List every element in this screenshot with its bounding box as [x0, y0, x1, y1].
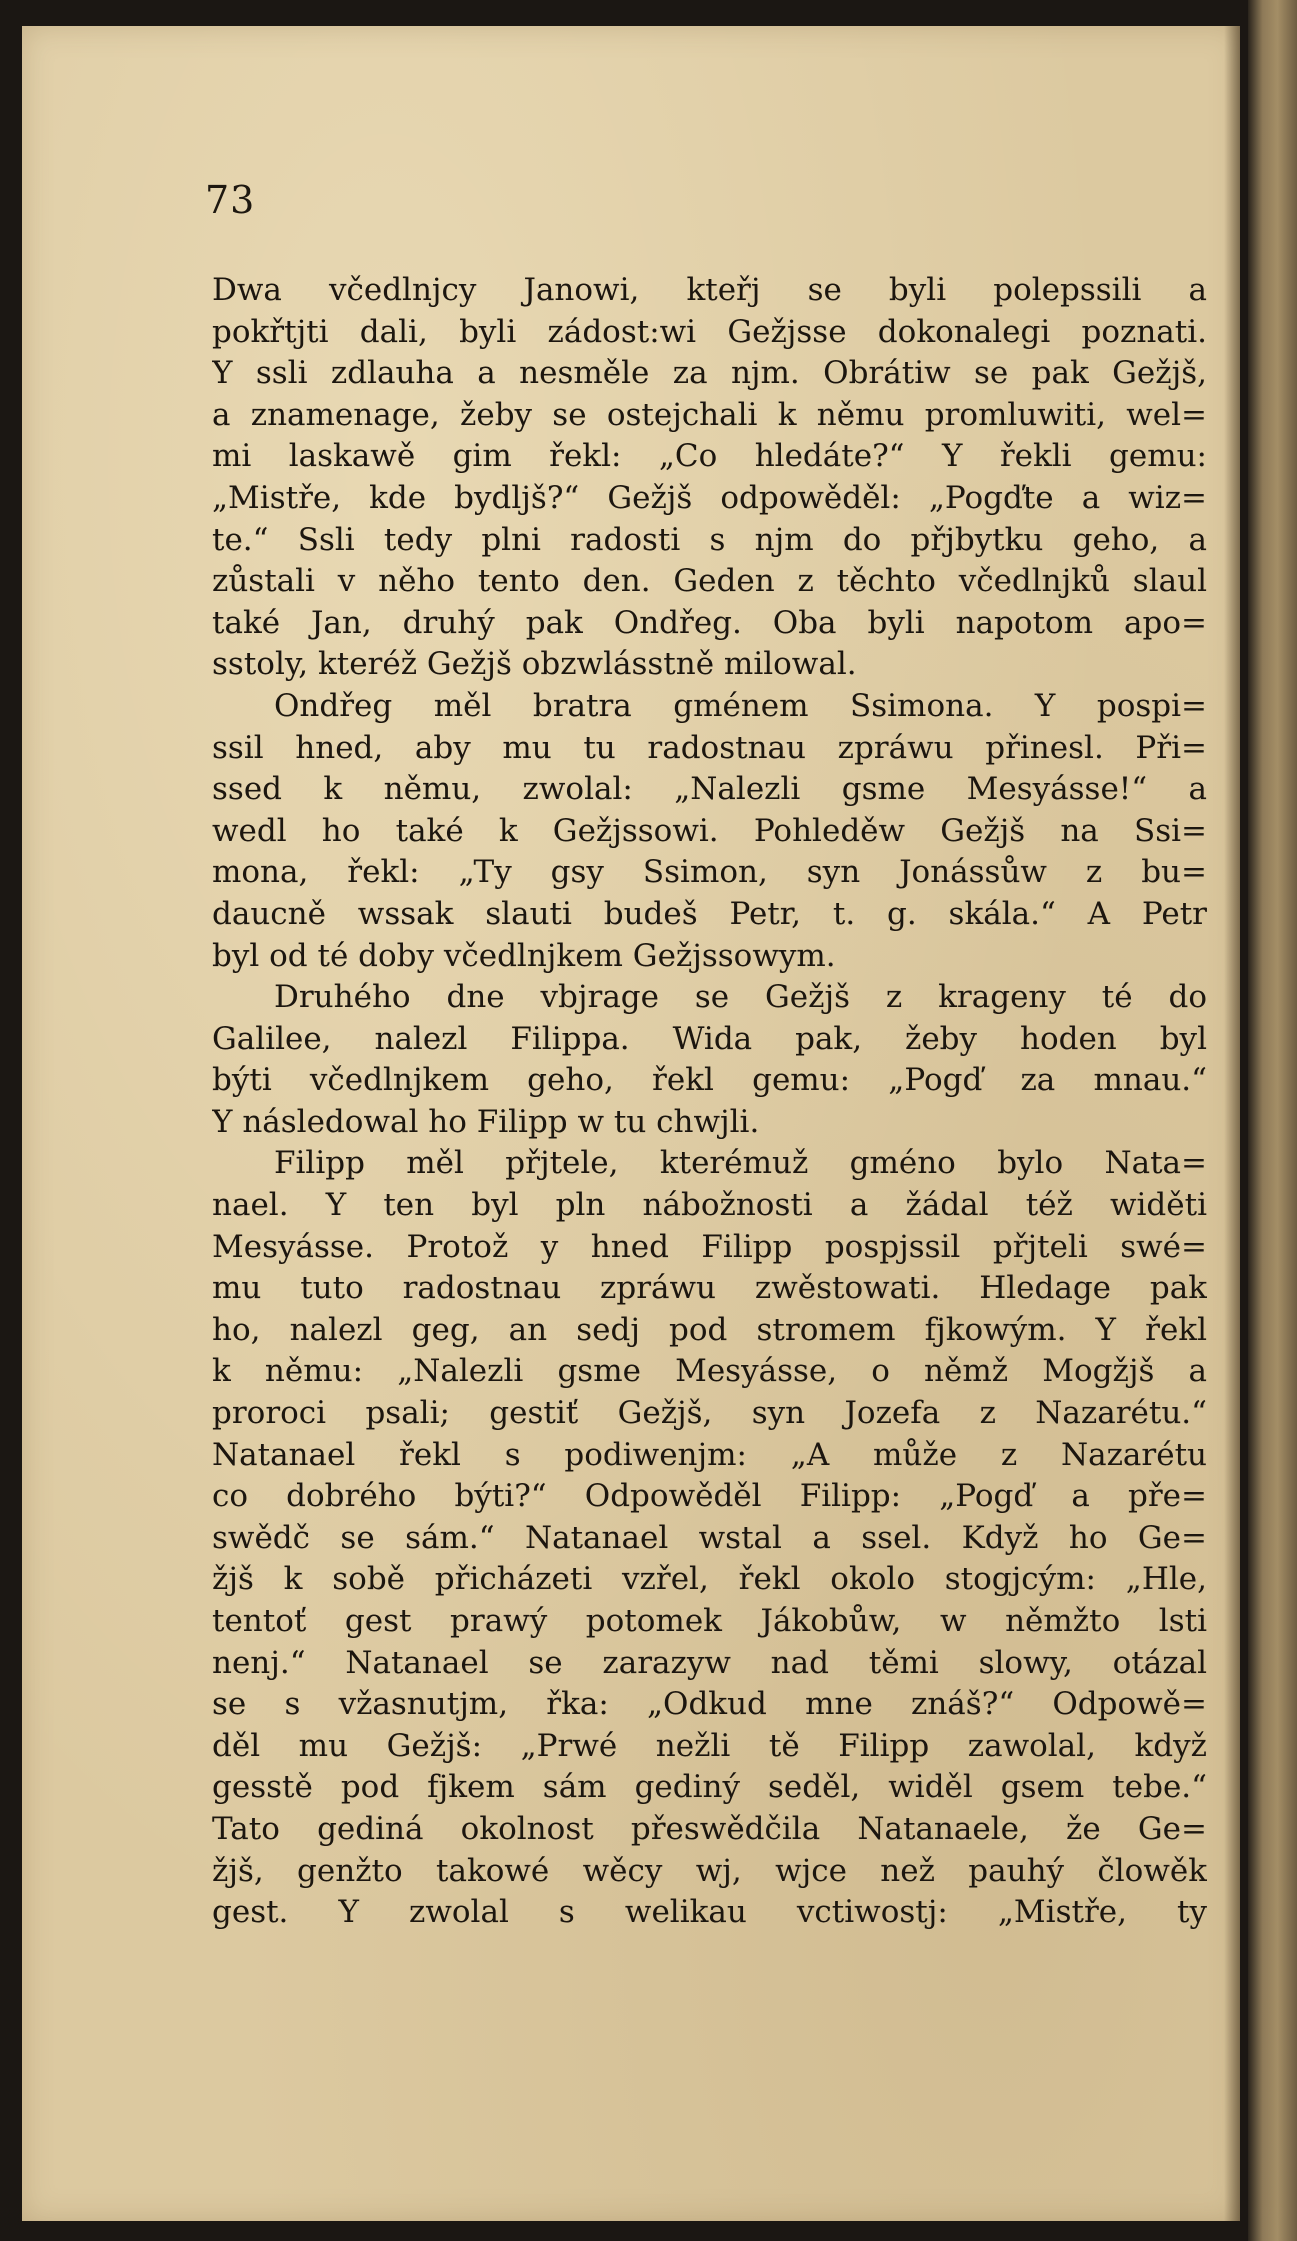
text-line: nael. Y ten byl pln nábožnosti a žádal též widěti: [212, 1187, 1207, 1224]
text-line: Ondřeg měl bratra gménem Ssimona. Y pospi=: [274, 687, 1207, 724]
text-line: Y následowal ho Filipp w tu chwjli.: [212, 1103, 760, 1140]
text-line: nenj.“ Natanael se zarazyw nad těmi slowy, otázal: [212, 1644, 1207, 1681]
text-line: ho, nalezl geg, an sedj pod stromem fjkowým. Y řekl: [212, 1311, 1207, 1348]
text-line: a znamenage, žeby se ostejchali k němu promluwiti, wel=: [212, 396, 1207, 433]
text-line: pokřtjti dali, byli zádost:wi Gežjsse dokonalegi poznati.: [212, 313, 1207, 350]
text-line: mu tuto radostnau zpráwu zwěstowati. Hledage pak: [212, 1270, 1207, 1307]
text-line: tentoť gest prawý potomek Jákobůw, w němžto lsti: [212, 1603, 1207, 1639]
text-line: gest. Y zwolal s welikau vctiwostj: „Mistře, ty: [212, 1894, 1207, 1931]
text-line: k němu: „Nalezli gsme Mesyásse, o němž Mogžjš a: [212, 1353, 1207, 1390]
text-line: žjš, genžto takowé wěcy wj, wjce než pauhý člowěk: [212, 1852, 1207, 1889]
text-line: Dwa včedlnjcy Janowi, kteřj se byli polepssili a: [212, 272, 1207, 308]
text-line: Galilee, nalezl Filippa. Wida pak, žeby hoden byl: [212, 1020, 1207, 1057]
text-line: sstoly, kteréž Gežjš obzwlásstně milowal.: [212, 646, 857, 683]
text-line: žjš k sobě přicházeti vzřel, řekl okolo stogjcým: „Hle,: [212, 1561, 1207, 1598]
text-line: „Mistře, kde bydljš?“ Gežjš odpowěděl: „Pogďte a wiz=: [212, 479, 1207, 516]
text-line: Druhého dne vbjrage se Gežjš z krageny té do: [274, 979, 1207, 1016]
body-text: [212, 270, 1207, 1934]
book-edge: [1248, 0, 1297, 2241]
text-line: byl od té doby včedlnjkem Gežjssowym.: [212, 937, 836, 974]
text-line: Tato gediná okolnost přeswědčila Natanaele, že Ge=: [212, 1810, 1207, 1847]
text-line: také Jan, druhý pak Ondřeg. Oba byli napotom apo=: [212, 604, 1207, 641]
text-line: ssed k němu, zwolal: „Nalezli gsme Mesyásse!“ a: [212, 771, 1207, 808]
text-line: proroci psali; gestiť Gežjš, syn Jozefa z Nazarétu.“: [212, 1395, 1207, 1432]
text-line: gesstě pod fjkem sám gediný seděl, widěl gsem tebe.“: [212, 1769, 1207, 1806]
text-line: wedl ho také k Gežjssowi. Pohleděw Gežjš na Ssi=: [212, 812, 1207, 849]
page-gutter-shadow: [1224, 26, 1240, 2221]
text-line: zůstali v něho tento den. Geden z těchto včedlnjků slaul: [212, 563, 1207, 600]
text-line: děl mu Gežjš: „Prwé nežli tě Filipp zawolal, když: [212, 1727, 1207, 1764]
text-line: mona, řekl: „Ty gsy Ssimon, syn Jonássůw z bu=: [212, 854, 1207, 891]
page-number: 73: [205, 178, 256, 222]
text-line: býti včedlnjkem geho, řekl gemu: „Pogď za mnau.“: [212, 1062, 1207, 1099]
text-line: mi laskawě gim řekl: „Co hledáte?“ Y řekli gemu:: [212, 438, 1207, 475]
text-line: daucně wssak slauti budeš Petr, t. g. skála.“ A Petr: [212, 895, 1207, 932]
text-line: Filipp měl přjtele, kterémuž gméno bylo Nata=: [274, 1145, 1207, 1182]
text-line: Mesyásse. Protož y hned Filipp pospjssil přjteli swé=: [212, 1228, 1207, 1265]
text-line: Y ssli zdlauha a nesměle za njm. Obrátiw se pak Gežjš,: [212, 355, 1207, 392]
text-line: te.“ Ssli tedy plni radosti s njm do přjbytku geho, a: [212, 521, 1207, 558]
text-line: co dobrého býti?“ Odpowěděl Filipp: „Pogď a pře=: [212, 1478, 1207, 1515]
text-line: ssil hned, aby mu tu radostnau zpráwu přinesl. Při=: [212, 729, 1207, 766]
text-line: se s vžasnutjm, řka: „Odkud mne znáš?“ Odpowě=: [212, 1686, 1207, 1723]
text-line: swědč se sám.“ Natanael wstal a ssel. Když ho Ge=: [212, 1519, 1207, 1556]
text-line: Natanael řekl s podiwenjm: „A může z Nazarétu: [212, 1436, 1207, 1473]
